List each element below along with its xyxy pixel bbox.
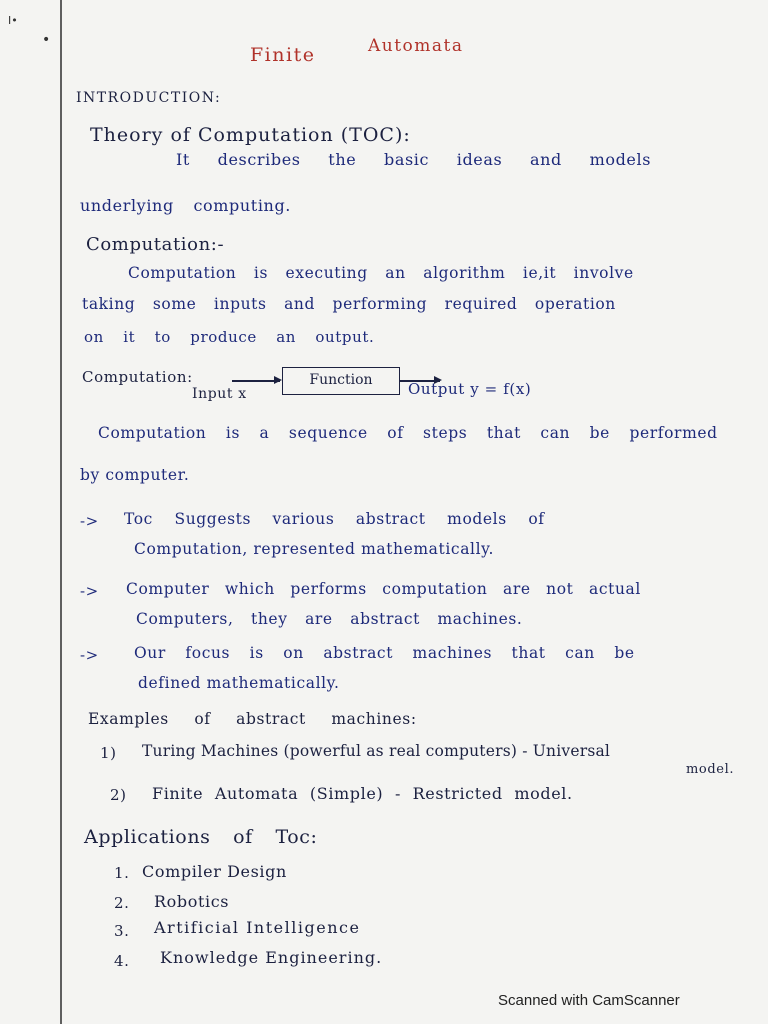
bullet-3-line-2: defined mathematically. — [138, 674, 340, 692]
bullet-1-line-2: Computation, represented mathematically. — [134, 540, 494, 558]
margin-mark: I• — [8, 14, 18, 27]
bullet-3-line-1: Our focus is on abstract machines that can be — [134, 644, 635, 662]
application-1-text: Compiler Design — [142, 862, 287, 881]
example-1-text: Turing Machines (powerful as real computers) - Universal — [142, 742, 611, 760]
applications-heading: Applications of Toc: — [84, 826, 318, 848]
computation-desc-line-1: Computation is executing an algorithm ie,it involve — [128, 264, 634, 282]
bullet-1-marker: -> — [80, 512, 99, 530]
title-word-1: Finite — [250, 44, 316, 66]
application-4-text: Knowledge Engineering. — [160, 948, 383, 967]
diagram-output: Output y = f(x) — [408, 380, 532, 398]
toc-desc-line-2: underlying computing. — [80, 196, 291, 215]
examples-heading: Examples of abstract machines: — [88, 710, 417, 728]
application-2-text: Robotics — [154, 892, 230, 911]
margin-dot: • — [42, 32, 51, 48]
input-arrow — [232, 380, 280, 382]
sequence-line-2: by computer. — [80, 466, 190, 484]
bullet-1-line-1: Toc Suggests various abstract models of — [124, 510, 545, 528]
example-2-text: Finite Automata (Simple) - Restricted model. — [152, 784, 573, 803]
toc-desc-line-1: It describes the basic ideas and models — [176, 150, 652, 169]
intro-heading: INTRODUCTION: — [76, 90, 222, 106]
bullet-3-marker: -> — [80, 646, 99, 664]
camscanner-watermark: Scanned with CamScanner — [498, 992, 680, 1009]
margin-line — [60, 0, 62, 1024]
bullet-2-marker: -> — [80, 582, 99, 600]
computation-heading: Computation:- — [86, 234, 225, 255]
computation-desc-line-2: taking some inputs and performing required operation — [82, 295, 616, 313]
function-box — [282, 367, 400, 395]
toc-heading: Theory of Computation (TOC): — [90, 124, 411, 146]
title-word-2: Automata — [368, 36, 464, 56]
bullet-2-line-2: Computers, they are abstract machines. — [136, 610, 523, 628]
computation-desc-line-3: on it to produce an output. — [84, 328, 375, 346]
bullet-2-line-1: Computer which performs computation are not actual — [126, 580, 641, 598]
application-1-num: 1. — [114, 864, 130, 882]
function-label: Function — [309, 372, 373, 388]
sequence-line-1: Computation is a sequence of steps that can be performed — [98, 424, 718, 442]
diagram-label: Computation: — [82, 368, 193, 386]
example-1-num: 1) — [100, 744, 117, 762]
application-3-text: Artificial Intelligence — [154, 918, 361, 937]
application-3-num: 3. — [114, 922, 130, 940]
diagram-input: Input x — [192, 386, 247, 402]
application-2-num: 2. — [114, 894, 130, 912]
example-1-text-2: model. — [686, 762, 735, 777]
example-2-num: 2) — [110, 786, 127, 804]
application-4-num: 4. — [114, 952, 130, 970]
